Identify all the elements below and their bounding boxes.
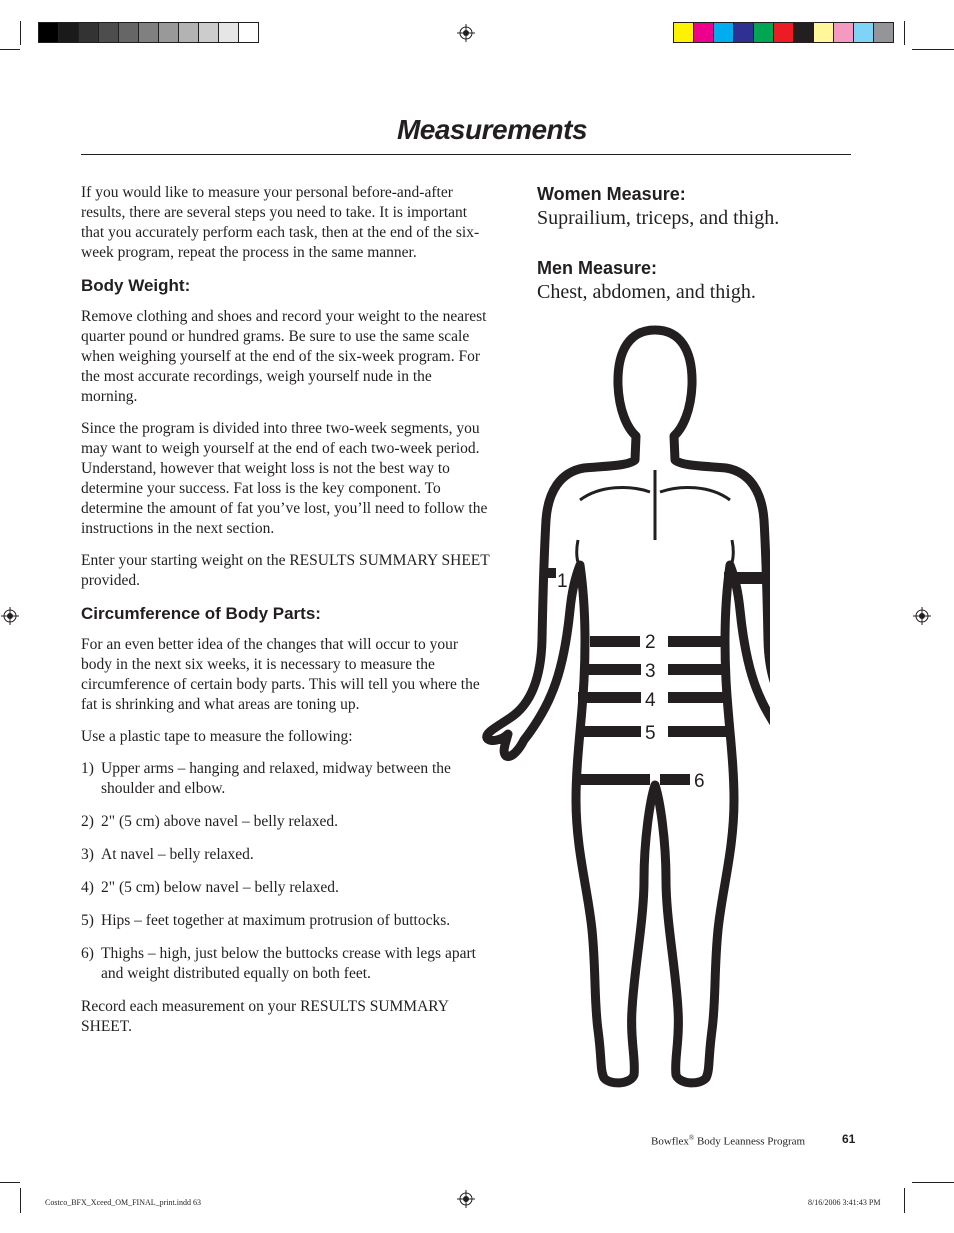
tape-band-hips xyxy=(576,726,641,737)
gray-swatch xyxy=(99,23,119,42)
women-measure-text: Suprailium, triceps, and thigh. xyxy=(537,207,780,229)
crop-mark xyxy=(0,49,20,50)
list-text: 2" (5 cm) above navel – belly relaxed. xyxy=(101,813,339,830)
closing-paragraph: Record each measurement on your RESULTS SUMMARY SHEET. xyxy=(81,998,449,1035)
gray-swatch xyxy=(39,23,59,42)
body-outline xyxy=(487,330,770,1083)
list-text: 2" (5 cm) below navel – belly relaxed. xyxy=(101,879,339,896)
color-swatch xyxy=(734,23,754,42)
page-header xyxy=(0,114,954,146)
men-measure-text: Chest, abdomen, and thigh. xyxy=(537,281,756,303)
figure-label: 5 xyxy=(645,723,656,744)
tape-band-upper-arm-left xyxy=(540,568,556,578)
gray-swatch xyxy=(159,23,179,42)
measurement-list-item xyxy=(81,911,491,931)
gray-swatch xyxy=(59,23,79,42)
color-swatch xyxy=(714,23,734,42)
crop-mark xyxy=(20,21,21,45)
tape-band-hips xyxy=(668,726,732,737)
registration-target-icon xyxy=(1,607,19,625)
figure-label: 4 xyxy=(645,690,656,711)
circumference-heading: Circumference of Body Parts: xyxy=(81,604,321,623)
circumference-paragraph: Use a plastic tape to measure the following: xyxy=(81,728,353,745)
women-measure-heading: Women Measure: xyxy=(537,184,686,204)
crop-mark xyxy=(912,49,954,50)
gray-swatch xyxy=(179,23,199,42)
figure-label: 1 xyxy=(557,571,568,592)
list-number: 3) xyxy=(81,846,94,863)
tape-band-navel xyxy=(584,664,641,675)
measurement-list-item xyxy=(81,759,491,799)
crop-mark xyxy=(904,21,905,45)
men-measure-heading: Men Measure: xyxy=(537,258,658,278)
color-swatch xyxy=(794,23,814,42)
tape-band-below-navel xyxy=(578,692,641,703)
crop-mark xyxy=(912,1182,954,1183)
measurement-list-item xyxy=(81,944,491,984)
measurement-list-item xyxy=(81,878,491,898)
tape-band-upper-arm-right xyxy=(724,572,766,584)
registration-target-icon xyxy=(457,24,475,42)
measurement-list-item xyxy=(81,845,491,865)
list-text: At navel – belly relaxed. xyxy=(101,846,254,863)
color-swatch xyxy=(674,23,694,42)
body-weight-paragraph: Remove clothing and shoes and record your weight to the nearest quarter pound or hundred grams. Be sure to use the same scale when weighing yourself at the end of the six-week program. For the most accurate recordings, weigh yourself nude in the morning. xyxy=(81,308,487,405)
list-text: Upper arms – hanging and relaxed, midway between the shoulder and elbow. xyxy=(101,760,451,797)
gray-swatch xyxy=(239,23,258,42)
grayscale-bar xyxy=(38,22,259,43)
list-text: Hips – feet together at maximum protrusion of buttocks. xyxy=(101,912,451,929)
page-number: 61 xyxy=(842,1132,856,1146)
gray-swatch xyxy=(139,23,159,42)
gray-swatch xyxy=(199,23,219,42)
list-number: 5) xyxy=(81,912,94,929)
measurement-list-item xyxy=(81,812,491,832)
tape-band-above-navel xyxy=(590,636,640,647)
page-title: Measurements xyxy=(396,114,588,145)
tape-band-above-navel xyxy=(668,636,724,647)
title-divider xyxy=(81,154,851,155)
tape-band-navel xyxy=(668,664,728,675)
registration-target-icon xyxy=(913,607,931,625)
list-text: Thighs – high, just below the buttocks crease with legs apart and weight distributed equally on both feet. xyxy=(101,945,476,982)
tape-band-below-navel xyxy=(668,692,730,703)
crop-mark xyxy=(904,1188,905,1213)
registration-target-icon xyxy=(457,1190,475,1208)
tape-band-thigh xyxy=(576,774,650,785)
footer-program-name: Bowflex® Body Leanness Program xyxy=(651,1134,806,1148)
figure-label: 3 xyxy=(645,661,656,682)
crop-mark xyxy=(0,1182,20,1183)
figure-label: 2 xyxy=(645,632,656,653)
intro-paragraph: If you would like to measure your personal before-and-after results, there are several steps you need to take. It is important that you accurately perform each task, then at the end of the six-week program, repeat the process in the same manner. xyxy=(81,184,480,261)
list-number: 6) xyxy=(81,945,94,962)
right-column xyxy=(537,183,867,331)
left-column xyxy=(81,183,491,1049)
color-swatch xyxy=(694,23,714,42)
color-swatch xyxy=(874,23,893,42)
figure-label: 6 xyxy=(694,771,705,792)
print-slug-file: Costco_BFX_Xceed_OM_FINAL_print.indd 63 xyxy=(45,1198,201,1207)
print-slug-timestamp: 8/16/2006 3:41:43 PM xyxy=(808,1198,881,1207)
gray-swatch xyxy=(79,23,99,42)
gray-swatch xyxy=(119,23,139,42)
circumference-paragraph: For an even better idea of the changes that will occur to your body in the next six weeks, it is necessary to measure the circumference of certain body parts. This will tell you where the fat is shrinking and what areas are toning up. xyxy=(81,636,480,713)
list-number: 2) xyxy=(81,813,94,830)
color-swatch xyxy=(754,23,774,42)
color-swatch xyxy=(854,23,874,42)
body-weight-paragraph: Enter your starting weight on the RESULTS SUMMARY SHEET provided. xyxy=(81,552,490,589)
body-weight-heading: Body Weight: xyxy=(81,276,191,295)
gray-swatch xyxy=(219,23,239,42)
tape-band-thigh xyxy=(660,774,690,785)
color-swatch xyxy=(774,23,794,42)
color-swatch xyxy=(814,23,834,42)
body-weight-paragraph: Since the program is divided into three two-week segments, you may want to weigh yourself at the end of each two-week period. Understand, however that weight loss is not the best way to determine your success. Fat loss is the key component. To determine the amount of fat you’ve lost, you’ll need to follow the instructions in the next section. xyxy=(81,420,488,537)
list-number: 4) xyxy=(81,879,94,896)
crop-mark xyxy=(20,1188,21,1213)
color-bar xyxy=(673,22,894,43)
body-measurement-figure xyxy=(470,320,770,1100)
list-number: 1) xyxy=(81,760,94,777)
color-swatch xyxy=(834,23,854,42)
